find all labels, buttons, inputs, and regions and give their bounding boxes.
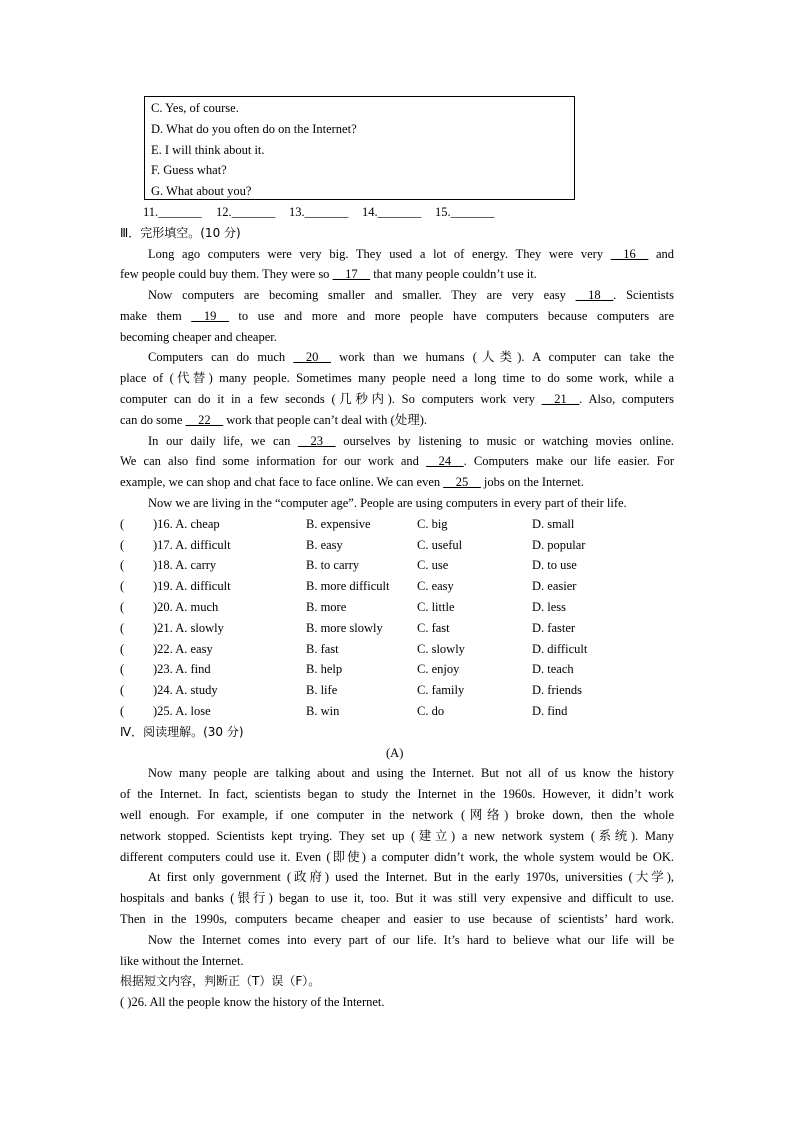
cloze-line: Long ago computers were very big. They used a lot of energy. They were very __16__ and [148,247,674,261]
option-d[interactable]: D. to use [532,558,577,572]
option-b[interactable]: B. life [306,683,338,697]
reading-line: Now many people are talking about and using the Internet. But not all of us know the history [148,766,674,780]
reading-line: Then in the 1990s, computers became cheaper and easier to use because of scientists’ hard work. [120,912,674,926]
option-c[interactable]: C. little [417,600,455,614]
reading-line: well enough. For example, if one computer in the network (网络) broke down, then the whole [120,808,674,822]
question-row: ( )18. A. carry B. to carry C. use D. to use [120,558,577,572]
reading-line: At first only government (政府) used the Internet. But in the early 1970s, universities (大学), [148,870,674,884]
answer-blank[interactable]: 14._______ [362,205,422,219]
section-4-title: Ⅳ．阅读理解。(30 分) [120,725,244,739]
option-d[interactable]: D. small [532,517,575,531]
option-d[interactable]: D. difficult [532,642,588,656]
reading-line: of the Internet. In fact, scientists began to study the Internet in the 1960s. However, it didn’t work [120,787,674,801]
options-box [144,96,575,200]
option-a[interactable]: )17. A. difficult [153,538,231,552]
option-c[interactable]: C. slowly [417,642,465,656]
cloze-blank-24[interactable]: __24__ [426,454,464,468]
option-a[interactable]: )16. A. cheap [153,517,220,531]
option-c[interactable]: C. useful [417,538,463,552]
cloze-line: Now computers are becoming smaller and smaller. They are very easy __18__. Scientists [148,288,674,302]
option-a[interactable]: )23. A. find [153,662,211,676]
question-row: ( )22. A. easy B. fast C. slowly D. difficult [120,642,588,656]
question-row: ( )20. A. much B. more C. little D. less [120,600,567,614]
option-c[interactable]: C. fast [417,621,450,635]
option-c[interactable]: C. family [417,683,465,697]
option-e: E. I will think about it. [151,143,265,157]
answer-blank[interactable]: 11._______ [143,205,202,219]
cloze-line: We can also find some information for our work and __24__. Computers make our life easier. For [120,454,674,468]
cloze-line: In our daily life, we can __23__ ourselves by listening to music or watching movies online. [148,434,674,448]
option-d: D. What do you often do on the Internet? [151,122,357,136]
question-row: ( )17. A. difficult B. easy C. useful D. popular [120,538,586,552]
option-a[interactable]: )24. A. study [153,683,218,697]
option-d[interactable]: D. find [532,704,568,718]
answer-blank[interactable]: 15._______ [435,205,495,219]
option-d[interactable]: D. faster [532,621,576,635]
reading-line: network stopped. Scientists kept trying. They set up (建立) a new network system (系统). Many [120,829,674,843]
cloze-line: Now we are living in the “computer age”. People are using computers in every part of their life. [148,496,627,510]
cloze-line: few people could buy them. They were so __17__ that many people couldn’t use it. [120,267,537,281]
option-a[interactable]: )22. A. easy [153,642,213,656]
reading-line: Now the Internet comes into every part of our life. It’s hard to believe what our life will be [148,933,674,947]
question-row: ( )23. A. find B. help C. enjoy D. teach [120,662,574,676]
option-c: C. Yes, of course. [151,101,239,115]
reading-line: like without the Internet. [120,954,244,968]
option-c[interactable]: C. use [417,558,449,572]
answer-blanks-row [143,206,543,220]
option-c[interactable]: C. easy [417,579,454,593]
option-b[interactable]: B. more [306,600,347,614]
option-a[interactable]: )18. A. carry [153,558,217,572]
cloze-line: make them __19__ to use and more and more people have computers because computers are [120,309,674,323]
question-row: ( )19. A. difficult B. more difficult C. easy D. easier [120,579,577,593]
option-b[interactable]: B. win [306,704,340,718]
cloze-line: example, we can shop and chat face to face online. We can even __25__ jobs on the Internet. [120,475,584,489]
question-row: ( )16. A. cheap B. expensive C. big D. small [120,517,575,531]
passage-a-label: (A) [386,746,404,760]
option-d[interactable]: D. teach [532,662,574,676]
cloze-blank-22[interactable]: __22__ [185,413,224,427]
reading-line: different computers could use it. Even (即使) a computer didn’t work, the whole system would be OK. [120,850,674,864]
tf-instruction: 根据短文内容，判断正（T）误（F）。 [120,974,321,988]
answer-blank[interactable]: 12._______ [216,205,276,219]
option-b[interactable]: B. to carry [306,558,360,572]
answer-blank[interactable]: 13._______ [289,205,349,219]
cloze-blank-21[interactable]: __21__ [541,392,580,406]
cloze-line: can do some __22__ work that people can’t deal with (处理). [120,413,427,427]
option-a[interactable]: )25. A. lose [153,704,211,718]
option-d[interactable]: D. easier [532,579,577,593]
cloze-blank-16[interactable]: __16__ [610,247,649,261]
option-c[interactable]: C. big [417,517,448,531]
option-b[interactable]: B. easy [306,538,343,552]
option-a[interactable]: )21. A. slowly [153,621,224,635]
question-row: ( )25. A. lose B. win C. do D. find [120,704,568,718]
option-b[interactable]: B. fast [306,642,339,656]
option-d[interactable]: D. popular [532,538,586,552]
option-b[interactable]: B. more difficult [306,579,390,593]
question-row: ( )24. A. study B. life C. family D. friends [120,683,582,697]
option-b[interactable]: B. more slowly [306,621,383,635]
option-f: F. Guess what? [151,163,227,177]
option-b[interactable]: B. help [306,662,343,676]
option-c[interactable]: C. do [417,704,445,718]
option-b[interactable]: B. expensive [306,517,371,531]
cloze-blank-25[interactable]: __25__ [443,475,481,489]
cloze-line: place of (代替) many people. Sometimes many people need a long time to do some work, while a [120,371,674,385]
option-d[interactable]: D. friends [532,683,582,697]
option-c[interactable]: C. enjoy [417,662,460,676]
cloze-line: becoming cheaper and cheaper. [120,330,277,344]
question-row: ( )21. A. slowly B. more slowly C. fast D. faster [120,621,576,635]
cloze-blank-20[interactable]: __20__ [293,350,331,364]
option-a[interactable]: )19. A. difficult [153,579,231,593]
cloze-line: Computers can do much __20__ work than we humans (人类). A computer can take the [148,350,674,364]
cloze-blank-18[interactable]: __18__ [575,288,614,302]
cloze-blank-19[interactable]: __19__ [191,309,229,323]
question-26: ( )26. All the people know the history of the Internet. [120,995,385,1009]
option-g: G. What about you? [151,184,252,198]
reading-line: hospitals and banks (银行) began to use it, too. But it was still very expensive and difficult to use. [120,891,674,905]
cloze-blank-23[interactable]: __23__ [298,434,336,448]
cloze-line: computer can do it in a few seconds (几秒内). So computers work very __21__. Also, computers [120,392,675,406]
option-d[interactable]: D. less [532,600,567,614]
option-a[interactable]: )20. A. much [153,600,219,614]
cloze-blank-17[interactable]: __17__ [332,267,371,281]
section-3-title: Ⅲ．完形填空。(10 分) [120,226,241,240]
